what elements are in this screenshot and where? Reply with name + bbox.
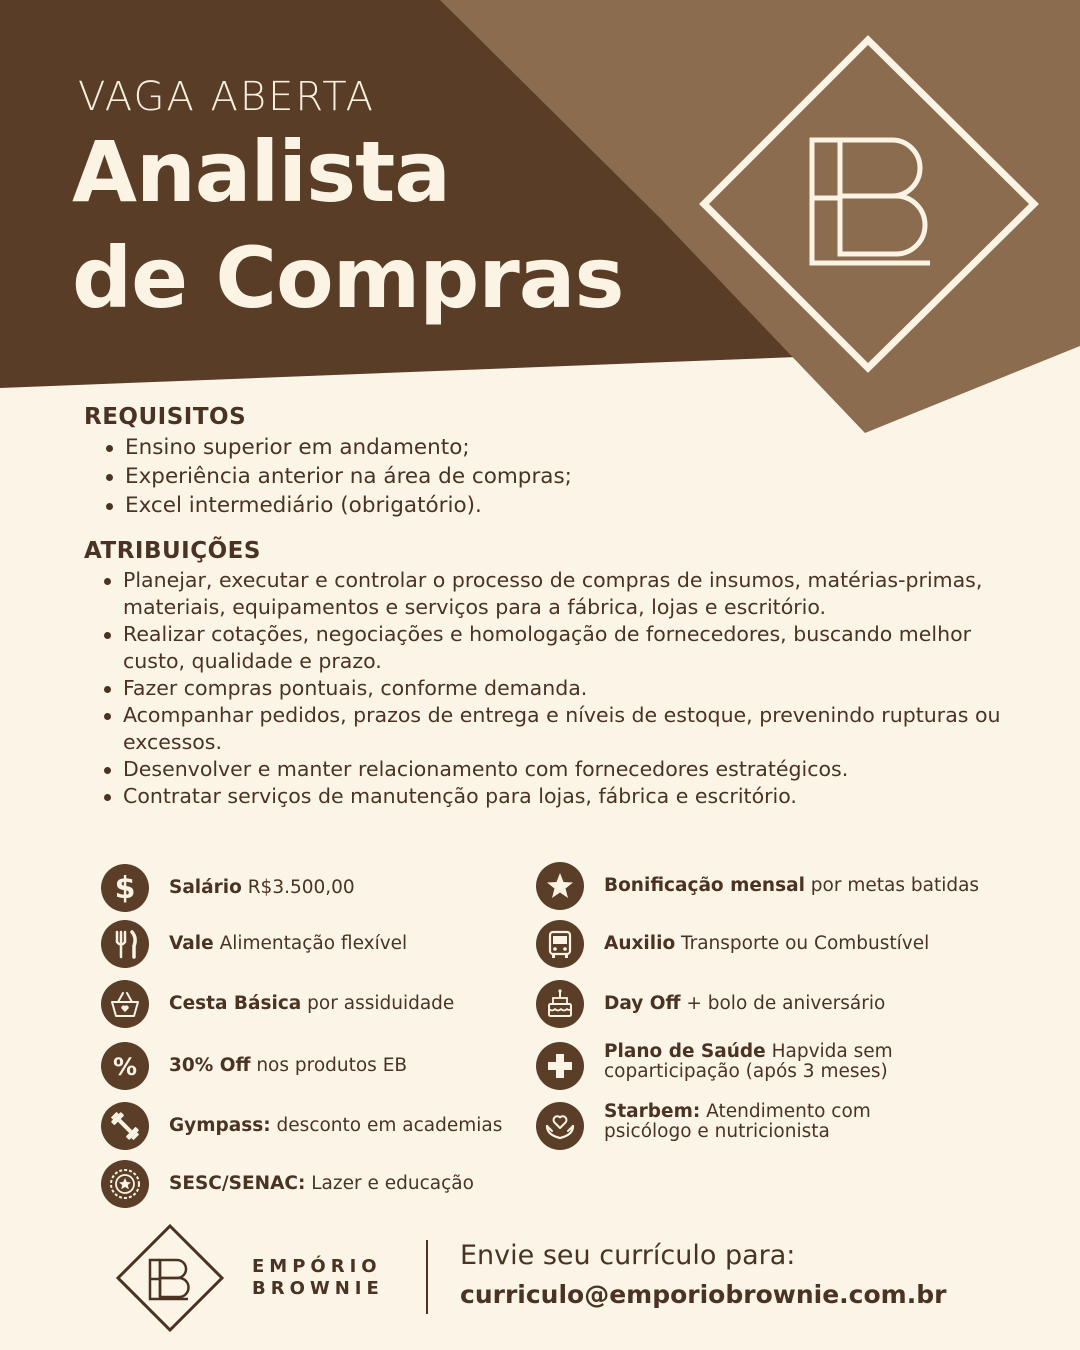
heart-hands-icon (536, 1102, 584, 1150)
benefit-label-bold: Salário (169, 877, 242, 898)
requisito-item: Excel intermediário (obrigatório). (103, 491, 803, 520)
cake-icon (536, 980, 584, 1028)
benefit-label-bold: Vale (169, 933, 214, 954)
footer-logo-icon (114, 1222, 226, 1334)
atribuicao-item: Contratar serviços de manutenção para lojas, fábrica e escritório. (101, 783, 1001, 810)
dollar-icon (101, 864, 149, 912)
brand-line2: BROWNIE (252, 1278, 384, 1299)
benefit-label-bold: Cesta Básica (169, 993, 302, 1014)
brand-name (252, 1256, 384, 1300)
atribuicoes-heading: ATRIBUIÇÕES (84, 538, 261, 564)
benefit-label-bold: Auxilio (604, 933, 676, 954)
atribuicoes-list (101, 567, 1001, 810)
benefit-label-line2: psicólogo e nutricionista (604, 1121, 830, 1142)
star-icon (536, 862, 584, 910)
benefit-label-bold: Gympass: (169, 1115, 271, 1136)
bus-icon (536, 920, 584, 968)
benefit-label-bold: 30% Off (169, 1055, 251, 1076)
atribuicao-item: Fazer compras pontuais, conforme demanda. (101, 675, 1001, 702)
job-kicker: VAGA ABERTA (78, 74, 375, 120)
plus-icon (536, 1042, 584, 1090)
benefit-label-text: Hapvida sem (765, 1041, 893, 1062)
percent-icon (101, 1042, 149, 1090)
benefit-label-text: por assiduidade (301, 993, 455, 1014)
atribuicao-item: Desenvolver e manter relacionamento com fornecedores estratégicos. (101, 756, 1001, 783)
benefit-label-bold: Plano de Saúde (604, 1041, 766, 1062)
requisitos-list (103, 433, 803, 520)
benefit-label-text: + bolo de aniversário (680, 993, 886, 1014)
atribuicao-item: Acompanhar pedidos, prazos de entrega e níveis de estoque, prevenindo rupturas ou excessos. (101, 702, 1001, 756)
requisito-item: Ensino superior em andamento; (103, 433, 803, 462)
atribuicao-item: Planejar, executar e controlar o processo de compras de insumos, matérias-primas, materiais, equipamentos e serviços para a fábrica, lojas e escritório. (101, 567, 1001, 621)
benefit-label-text: R$3.500,00 (241, 877, 355, 898)
fork-knife-icon (101, 920, 149, 968)
benefit-label-text: Atendimento com (700, 1101, 871, 1122)
benefit-label-bold: Day Off (604, 993, 681, 1014)
requisito-item: Experiência anterior na área de compras; (103, 462, 803, 491)
job-title-line2: de Compras (72, 229, 624, 327)
svg-text:%: % (112, 1053, 138, 1081)
benefit-label-text: desconto em academias (270, 1115, 503, 1136)
benefit-label-line2: coparticipação (após 3 meses) (604, 1061, 888, 1082)
benefit-label-text: Alimentação flexível (213, 933, 408, 954)
benefit-label-bold: SESC/SENAC: (169, 1173, 306, 1194)
eb-logo-icon (800, 135, 940, 270)
footer-divider (426, 1240, 428, 1314)
benefit-label-text: Transporte ou Combustível (675, 933, 930, 954)
requisitos-heading: REQUISITOS (84, 404, 247, 430)
benefit-label-bold: Bonificação mensal (604, 875, 805, 896)
send-cv-label: Envie seu currículo para: (460, 1240, 796, 1271)
badge-star-icon (101, 1160, 149, 1208)
atribuicao-item: Realizar cotações, negociações e homologação de fornecedores, buscando melhor custo, qualidade e prazo. (101, 621, 1001, 675)
benefit-label-text: Lazer e educação (305, 1173, 474, 1194)
svg-text:$: $ (114, 871, 136, 906)
benefit-label-text: por metas batidas (804, 875, 980, 896)
job-title-line1: Analista (72, 123, 450, 221)
benefit-label-bold: Starbem: (604, 1101, 701, 1122)
contact-email[interactable]: curriculo@emporiobrownie.com.br (460, 1280, 947, 1309)
brand-line1: EMPÓRIO (252, 1256, 382, 1277)
basket-icon (101, 980, 149, 1028)
benefit-label-text: nos produtos EB (250, 1055, 408, 1076)
dumbbell-icon (101, 1102, 149, 1150)
